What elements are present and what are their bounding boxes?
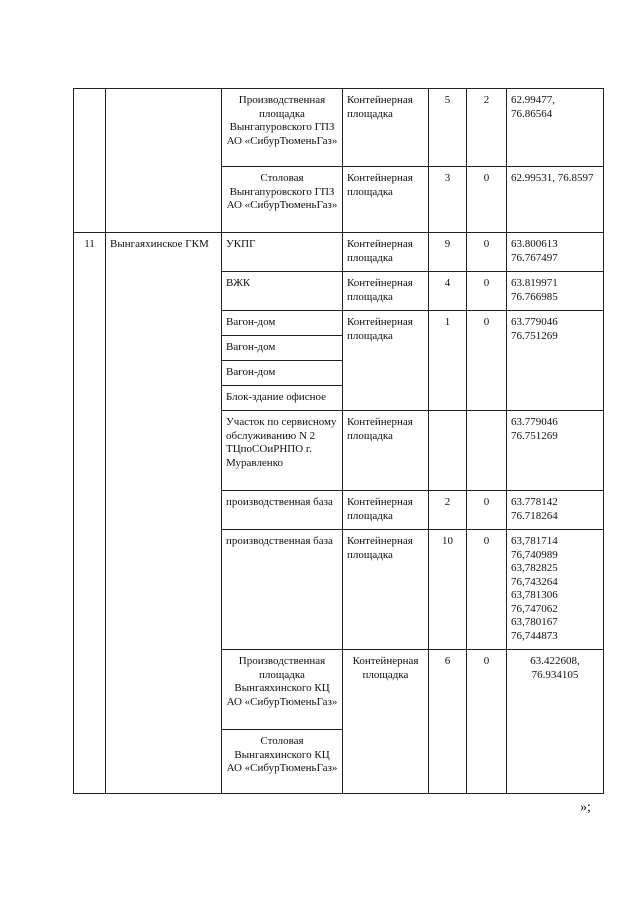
site-name-cell: Столовая Вынгапуровского ГПЗ АО «СибурТюменьГаз» — [222, 167, 343, 233]
row-number-cell — [74, 89, 106, 233]
extra-count-cell: 0 — [467, 530, 507, 650]
site-type-cell: Контейнерная площадка — [343, 650, 429, 794]
site-type-cell: Контейнерная площадка — [343, 89, 429, 167]
site-name-cell: Участок по сервисному обслуживанию N 2 ТЦпоСОиРНПО г. Муравленко — [222, 411, 343, 491]
count-cell: 9 — [429, 233, 467, 272]
site-name-cell: ВЖК — [222, 272, 343, 311]
table-row — [74, 233, 604, 272]
coords-cell: 62.99477, 76.86564 — [507, 89, 604, 167]
count-cell: 5 — [429, 89, 467, 167]
count-cell — [429, 411, 467, 491]
field-name-cell: Вынгаяхинское ГКМ — [106, 233, 222, 794]
count-cell: 6 — [429, 650, 467, 794]
site-name-cell: Вагон-дом — [222, 361, 343, 386]
site-name-cell: производственная база — [222, 491, 343, 530]
table-row — [74, 89, 604, 167]
site-type-cell: Контейнерная площадка — [343, 272, 429, 311]
extra-count-cell: 2 — [467, 89, 507, 167]
extra-count-cell: 0 — [467, 233, 507, 272]
coords-cell: 63,781714 76,740989 63,782825 76,743264 63,781306 76,747062 63,780167 76,744873 — [507, 530, 604, 650]
count-cell: 3 — [429, 167, 467, 233]
coords-cell: 63.422608, 76.934105 — [507, 650, 604, 794]
site-type-cell: Контейнерная площадка — [343, 530, 429, 650]
coords-cell: 63.779046 76.751269 — [507, 311, 604, 411]
count-cell: 4 — [429, 272, 467, 311]
extra-count-cell — [467, 411, 507, 491]
site-name-cell: Вагон-дом — [222, 336, 343, 361]
row-number-cell: 11 — [74, 233, 106, 794]
extra-count-cell: 0 — [467, 311, 507, 411]
site-type-cell: Контейнерная площадка — [343, 167, 429, 233]
site-type-cell: Контейнерная площадка — [343, 233, 429, 272]
field-name-cell — [106, 89, 222, 233]
site-type-cell: Контейнерная площадка — [343, 411, 429, 491]
coords-cell: 63.800613 76.767497 — [507, 233, 604, 272]
count-cell: 2 — [429, 491, 467, 530]
site-name-cell: Производственная площадка Вынгапуровского ГПЗ АО «СибурТюменьГаз» — [222, 89, 343, 167]
site-type-cell: Контейнерная площадка — [343, 311, 429, 411]
extra-count-cell: 0 — [467, 650, 507, 794]
site-type-cell: Контейнерная площадка — [343, 491, 429, 530]
count-cell: 10 — [429, 530, 467, 650]
site-name-cell: производственная база — [222, 530, 343, 650]
container-sites-table — [73, 88, 604, 794]
count-cell: 1 — [429, 311, 467, 411]
coords-cell: 63.819971 76.766985 — [507, 272, 604, 311]
site-name-cell: Производственная площадка Вынгаяхинского КЦ АО «СибурТюменьГаз» — [222, 650, 343, 730]
coords-cell: 63.778142 76.718264 — [507, 491, 604, 530]
site-name-cell: Вагон-дом — [222, 311, 343, 336]
extra-count-cell: 0 — [467, 491, 507, 530]
site-name-cell: Столовая Вынгаяхинского КЦ АО «СибурТюменьГаз» — [222, 730, 343, 794]
coords-cell: 63.779046 76.751269 — [507, 411, 604, 491]
site-name-cell: Блок-здание офисное — [222, 386, 343, 411]
extra-count-cell: 0 — [467, 167, 507, 233]
extra-count-cell: 0 — [467, 272, 507, 311]
closing-quote-mark: »; — [580, 800, 591, 815]
site-name-cell: УКПГ — [222, 233, 343, 272]
coords-cell: 62.99531, 76.8597 — [507, 167, 604, 233]
